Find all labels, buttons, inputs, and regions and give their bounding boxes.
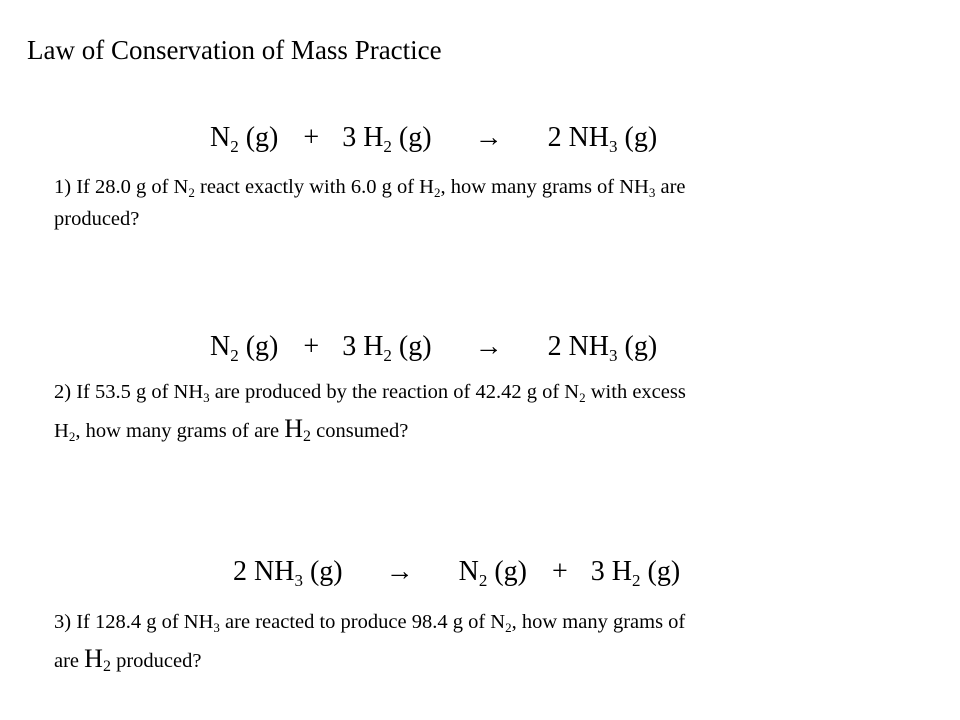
- reaction-arrow: →: [474, 122, 503, 153]
- question-1-line-1: 1) If 28.0 g of $N_2$ react exactly with 6.0 g of $H_2$, how many grams of $NH_3$ are: [54, 176, 686, 200]
- question-3-line-2: are $H_2$ produced?: [54, 643, 202, 675]
- plus-sign: +: [303, 331, 320, 362]
- reactant-nh3: 2 $NH_3$ (g): [233, 556, 343, 590]
- plus-sign: +: [303, 122, 320, 153]
- reactant-n2: $N_2$ (g): [210, 122, 279, 156]
- reaction-arrow: →: [385, 556, 414, 587]
- h2-symbol: $H_2$: [284, 413, 312, 445]
- question-2-line-1: 2) If 53.5 g of $NH_3$ are produced by the reaction of 42.42 g of $N_2$ with excess: [54, 381, 686, 405]
- reactant-n2: $N_2$ (g): [210, 331, 279, 365]
- h2-symbol: $H_2$: [84, 643, 111, 675]
- product-nh3: 2 $NH_3$ (g): [547, 122, 658, 156]
- reaction-arrow: →: [474, 331, 503, 362]
- plus-sign: +: [552, 556, 568, 587]
- equation-1: [210, 122, 658, 156]
- equation-2: [210, 331, 658, 365]
- question-2-line-2: $H_2$, how many grams of are $H_2$ consumed?: [54, 413, 409, 445]
- reactant-h2: 3 $H_2$ (g): [342, 331, 432, 365]
- equation-3: [233, 556, 681, 590]
- product-h2: 3 $H_2$ (g): [590, 556, 681, 590]
- question-3: [54, 607, 685, 679]
- question-1-line-2: produced?: [54, 207, 140, 230]
- question-3-line-1: 3) If 128.4 g of $NH_3$ are reacted to produce 98.4 g of $N_2$, how many grams of: [54, 611, 686, 635]
- reactant-h2: 3 $H_2$ (g): [342, 122, 432, 156]
- question-2: [54, 377, 686, 449]
- product-n2: $N_2$ (g): [458, 556, 527, 590]
- product-nh3: 2 $NH_3$ (g): [547, 331, 658, 365]
- question-1: [54, 172, 686, 236]
- page-title: Law of Conservation of Mass Practice: [27, 35, 442, 65]
